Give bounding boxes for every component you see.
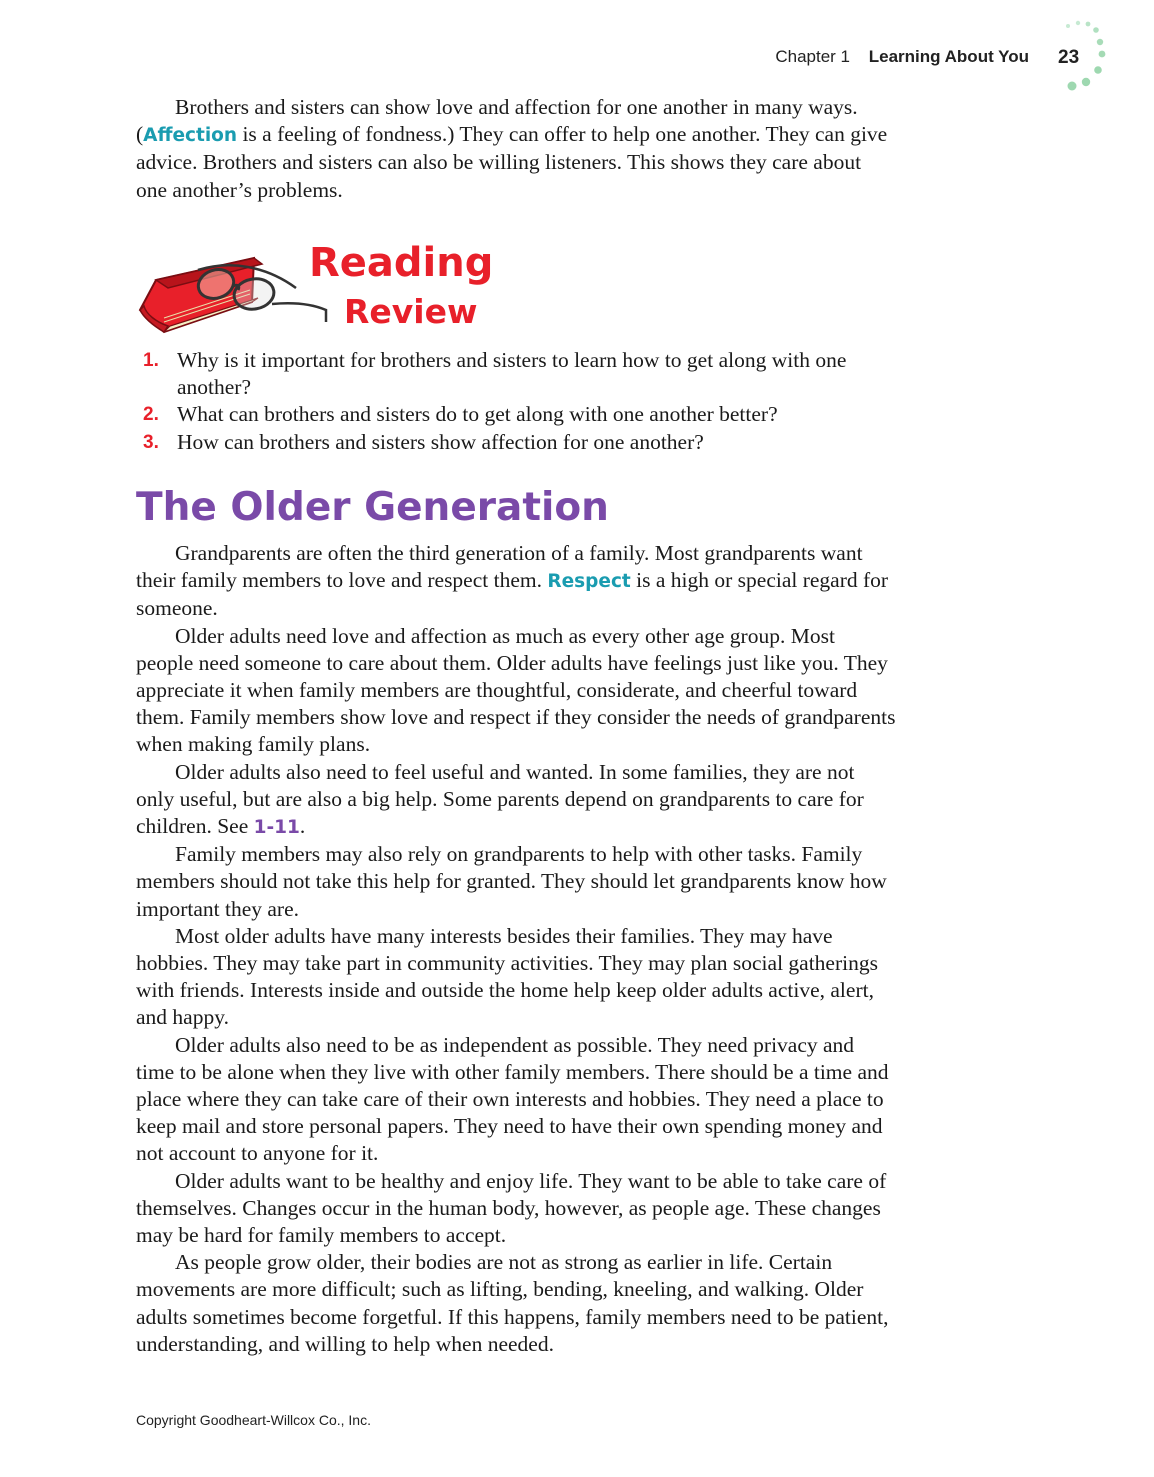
chapter-label: Chapter 1	[775, 47, 851, 66]
question-number: 1.	[143, 350, 159, 371]
paragraph-growing-older: As people grow older, their bodies are not as strong as earlier in life. Certain movements are more difficult; such as lifting, bending, kneeling, and walking. Older adults sometimes become forgetful. If this happens, family members need to be patient, understanding, and willing to help when needed.	[136, 1250, 889, 1356]
copyright-footer: Copyright Goodheart-Willcox Co., Inc.	[136, 1412, 371, 1428]
paragraph-rely-on-grandparents: Family members may also rely on grandparents to help with other tasks. Family members should not take this help for granted. They should let grandparents know how important they are.	[136, 842, 887, 921]
question-text: How can brothers and sisters show affection for one another?	[177, 429, 704, 454]
intro-paragraph: Brothers and sisters can show love and affection for one another in many ways. (Affection is a feeling of fondness.) They can offer to help one another. They can give advice. Brothers and sisters can also be willing listeners. This shows they care about one another’s problems.	[136, 95, 888, 202]
paragraph-interests: Most older adults have many interests besides their families. They may have hobbies. They may take part in community activities. They may plan social gatherings with friends. Interests inside and outside the home help keep older adults active, alert, and happy.	[136, 923, 878, 1030]
section-heading: The Older Generation	[136, 485, 609, 530]
page-number: 23	[1058, 47, 1080, 68]
chapter-title: Learning About You	[868, 47, 1029, 66]
question-text: Why is it important for brothers and sisters to learn how to get along with one another?	[177, 348, 847, 400]
intro-text	[136, 94, 896, 204]
older-generation-text	[136, 540, 896, 1358]
reading-review-subtitle: Review	[344, 292, 478, 331]
term-affection: Affection	[143, 125, 238, 147]
review-question	[136, 401, 896, 428]
review-question	[136, 347, 896, 401]
review-question	[136, 429, 896, 456]
question-text: What can brothers and sisters do to get along with one another better?	[177, 402, 778, 427]
paragraph-independent: Older adults also need to be as independent as possible. They need privacy and time to be alone when they live with other family members. There should be a time and place where they can take care of their own interests and hobbies. They need a place to keep mail and store personal papers. They need to have their own spending money and not account to anyone for it.	[136, 1032, 889, 1166]
term-respect: Respect	[547, 571, 631, 593]
figure-reference-link[interactable]: 1-11	[253, 817, 300, 839]
running-head	[775, 47, 1029, 67]
paragraph-useful-wanted: Older adults also need to feel useful and wanted. In some families, they are not only useful, but are also a big help. Some parents depend on grandparents to care for children. See 1-11.	[136, 759, 864, 839]
book-with-glasses-icon	[134, 240, 334, 335]
reading-review-title: Reading	[309, 240, 494, 286]
question-number: 2.	[143, 404, 159, 426]
review-questions	[136, 347, 896, 456]
paragraph-healthy: Older adults want to be healthy and enjoy life. They want to be able to take care of themselves. Changes occur in the human body, however, as people age. These changes may be hard for family members to accept.	[136, 1168, 887, 1248]
question-number: 3.	[143, 431, 159, 453]
paragraph-grandparents: Grandparents are often the third generation of a family. Most grandparents want their family members to love and respect them. Respect is a high or special regard for someone.	[136, 541, 889, 621]
paragraph-love-affection: Older adults need love and affection as much as every other age group. Most people need someone to care about them. Older adults have feelings just like you. They appreciate it when family members are thoughtful, considerate, and cheerful toward them. Family members show love and respect if they consider the needs of grandparents when making family plans.	[136, 623, 896, 757]
